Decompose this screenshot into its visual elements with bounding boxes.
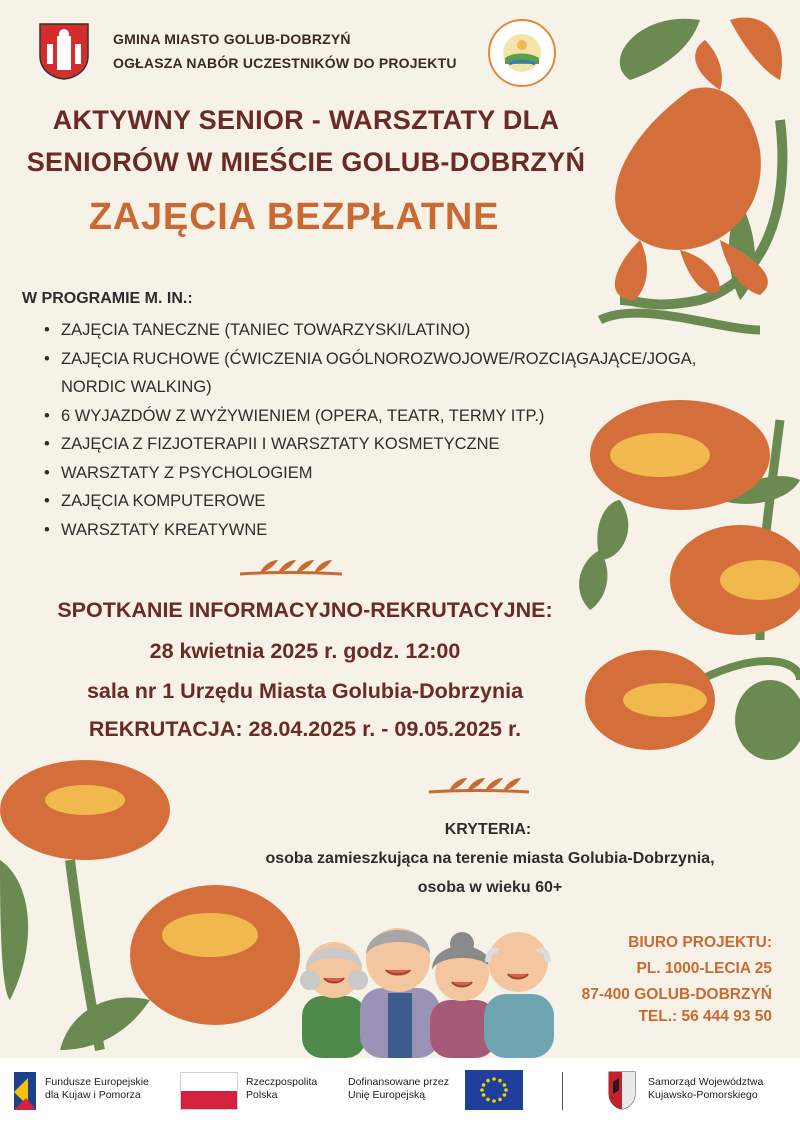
meeting-heading: SPOTKANIE INFORMACYJNO-REKRUTACYJNE: <box>57 598 553 622</box>
footer-divider <box>562 1072 563 1110</box>
fe-logo-icon <box>10 1068 40 1114</box>
funding-footer <box>0 1058 800 1132</box>
fe-label <box>45 1076 149 1102</box>
criteria-age: osoba w wieku 60+ <box>417 879 563 896</box>
program-item: • WARSZTATY Z PSYCHOLOGIEM <box>44 459 764 488</box>
region-label-line-2: Kujawsko-Pomorskiego <box>648 1089 758 1101</box>
program-list <box>44 316 764 544</box>
eu-label <box>348 1076 449 1102</box>
free-classes-headline: ZAJĘCIA BEZPŁATNE <box>88 196 500 238</box>
sprig-ornament-icon <box>427 774 531 798</box>
fe-label-line-1: Fundusze Europejskie <box>45 1076 149 1088</box>
meeting-place: sala nr 1 Urzędu Miasta Golubia-Dobrzynia <box>86 679 524 703</box>
sprig-ornament-icon <box>238 556 344 580</box>
town-crest-icon <box>38 22 90 80</box>
criteria-heading: KRYTERIA: <box>444 821 532 838</box>
eu-flag-icon <box>465 1070 523 1110</box>
organizer-line-2: OGŁASZA NABÓR UCZESTNIKÓW DO PROJEKTU <box>113 55 457 71</box>
title-line-2: SENIORÓW W MIEŚCIE GOLUB-DOBRZYŃ <box>26 147 586 177</box>
pl-label-line-2: Polska <box>246 1089 278 1101</box>
bottom-left-daisies <box>0 760 300 1050</box>
program-item: • ZAJĘCIA RUCHOWE (ĆWICZENIA OGÓLNOROZWOJOWE/ROZCIĄGAJĄCE/JOGA, <box>44 345 764 374</box>
office-heading: BIURO PROJEKTU: <box>628 934 772 951</box>
meeting-datetime: 28 kwietnia 2025 r. godz. 12:00 <box>149 639 461 663</box>
program-item: • WARSZTATY KREATYWNE <box>44 516 764 545</box>
lgd-logo-icon <box>487 18 557 88</box>
eu-label-line-1: Dofinansowane przez <box>348 1076 449 1088</box>
eu-label-line-2: Unię Europejską <box>348 1089 426 1101</box>
program-heading: W PROGRAMIE M. IN.: <box>22 290 193 307</box>
recruitment-dates: REKRUTACJA: 28.04.2025 r. - 09.05.2025 r. <box>88 717 522 741</box>
pl-label-line-1: Rzeczpospolita <box>246 1076 318 1088</box>
fe-label-line-2: dla Kujaw i Pomorza <box>45 1089 141 1101</box>
office-phone: TEL.: 56 444 93 50 <box>638 1008 772 1025</box>
pl-label <box>246 1076 317 1102</box>
program-item: • ZAJĘCIA Z FIZJOTERAPII I WARSZTATY KOSMETYCZNE <box>44 430 764 459</box>
seniors-illustration <box>292 918 562 1058</box>
region-crest-icon <box>607 1070 637 1110</box>
polish-flag-icon <box>180 1072 238 1110</box>
criteria-residence: osoba zamieszkująca na terenie miasta Golubia-Dobrzynia, <box>265 850 715 867</box>
region-label-line-1: Samorząd Województwa <box>648 1076 764 1088</box>
program-item: • ZAJĘCIA KOMPUTEROWE <box>44 487 764 516</box>
program-item: • ZAJĘCIA TANECZNE (TANIEC TOWARZYSKI/LATINO) <box>44 316 764 345</box>
region-label <box>648 1076 763 1102</box>
office-address-2: 87-400 GOLUB-DOBRZYŃ <box>581 986 772 1003</box>
program-item-continuation: NORDIC WALKING) <box>61 378 212 396</box>
office-address-1: PL. 1000-LECIA 25 <box>636 960 772 977</box>
organizer-line-1: GMINA MIASTO GOLUB-DOBRZYŃ <box>113 31 351 47</box>
top-lily-flower <box>600 18 782 331</box>
organizer-text <box>113 27 457 75</box>
title-line-1: AKTYWNY SENIOR - WARSZTATY DLA <box>52 105 560 135</box>
program-item: • 6 WYJAZDÓW Z WYŻYWIENIEM (OPERA, TEATR, TERMY ITP.) <box>44 402 764 431</box>
